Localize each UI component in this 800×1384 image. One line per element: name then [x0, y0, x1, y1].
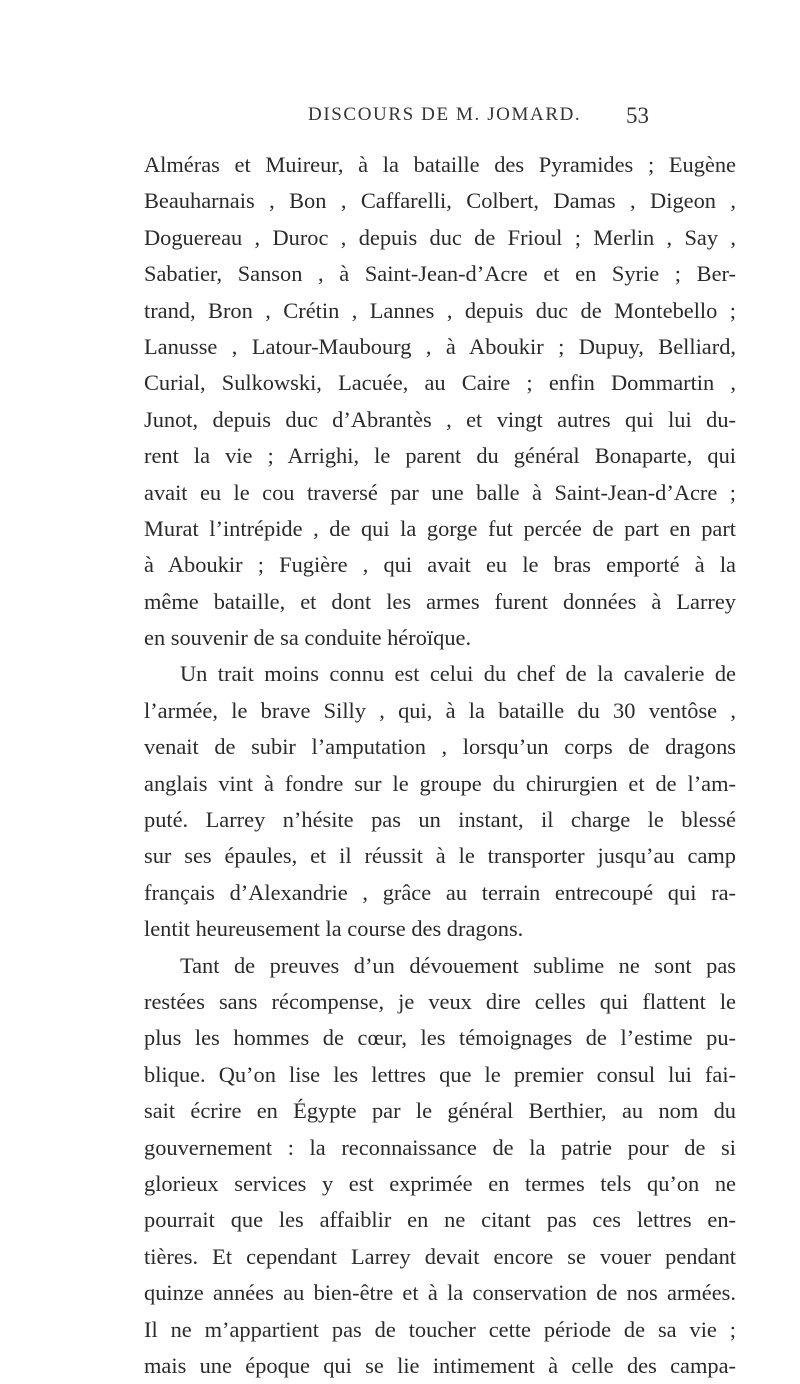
text-line: Alméras et Muireur, à la bataille des Pyramides ; Eugène — [144, 152, 736, 177]
page-number: 53 — [626, 103, 649, 128]
text-line: sur ses épaules, et il réussit à le transporter jusqu’au camp — [144, 843, 736, 869]
text-line: à Aboukir ; Fugière , qui avait eu le bras emporté à la — [144, 552, 736, 578]
text-line: Murat l’intrépide , de qui la gorge fut percée de part en part — [144, 515, 736, 541]
text-line: pourrait que les affaiblir en ne citant pas ces lettres en- — [144, 1207, 736, 1233]
text-line: Sabatier, Sanson , à Saint-Jean-d’Acre et en Syrie ; Ber- — [144, 261, 736, 287]
text-line: Doguereau , Duroc , depuis duc de Frioul ; Merlin , Say , — [144, 224, 736, 250]
text-line: anglais vint à fondre sur le groupe du chirurgien et de l’am- — [144, 770, 736, 796]
text-line: restées sans récompense, je veux dire celles qui flattent le — [144, 988, 736, 1014]
running-title: DISCOURS DE M. JOMARD. — [308, 104, 582, 125]
text-line: quinze années au bien-être et à la conservation de nos armées. — [144, 1280, 736, 1306]
text-line: plus les hommes de cœur, les témoignages de l’estime pu- — [144, 1025, 736, 1051]
text-line: même bataille, et dont les armes furent données à Larrey — [144, 588, 736, 614]
text-line: sait écrire en Égypte par le général Berthier, au nom du — [144, 1098, 736, 1124]
text-line: trand, Bron , Crétin , Lannes , depuis duc de Montebello ; — [144, 297, 736, 323]
text-line: Lanusse , Latour-Maubourg , à Aboukir ; Dupuy, Belliard, — [144, 333, 736, 359]
paragraph-end-line: lentit heureusement la course des dragons. — [144, 916, 524, 942]
running-head — [0, 104, 800, 134]
text-line: avait eu le cou traversé par une balle à Saint-Jean-d’Acre ; — [144, 479, 736, 505]
text-line: français d’Alexandrie , grâce au terrain entrecoupé qui ra- — [144, 879, 736, 905]
text-line: rent la vie ; Arrighi, le parent du général Bonaparte, qui — [144, 443, 736, 469]
text-line: glorieux services y est exprimée en termes tels qu’on ne — [144, 1170, 736, 1196]
text-line: Curial, Sulkowski, Lacuée, au Caire ; enfin Dommartin , — [144, 370, 736, 396]
text-line: l’armée, le brave Silly , qui, à la bataille du 30 ventôse , — [144, 697, 736, 723]
text-line: gouvernement : la reconnaissance de la patrie pour de si — [144, 1134, 736, 1160]
text-line: tières. Et cependant Larrey devait encore se vouer pendant — [144, 1243, 736, 1269]
paragraph-start-line: Un trait moins connu est celui du chef de la cavalerie de — [180, 661, 736, 687]
text-line: venait de subir l’amputation , lorsqu’un corps de dragons — [144, 734, 736, 760]
text-line: Beauharnais , Bon , Caffarelli, Colbert, Damas , Digeon , — [144, 188, 736, 214]
text-line: Il ne m’appartient pas de toucher cette période de sa vie ; — [144, 1316, 736, 1342]
paragraph-end-line: en souvenir de sa conduite héroïque. — [144, 625, 472, 651]
text-line: Junot, depuis duc d’Abrantès , et vingt autres qui lui du- — [144, 406, 736, 432]
paragraph-start-line: Tant de preuves d’un dévouement sublime ne sont pas — [180, 952, 736, 978]
text-line: blique. Qu’on lise les lettres que le premier consul lui fai- — [144, 1061, 736, 1087]
text-line: mais une époque qui se lie intimement à celle des campa- — [144, 1352, 736, 1378]
text-line: puté. Larrey n’hésite pas un instant, il charge le blessé — [144, 807, 736, 833]
body-text — [144, 147, 736, 1384]
